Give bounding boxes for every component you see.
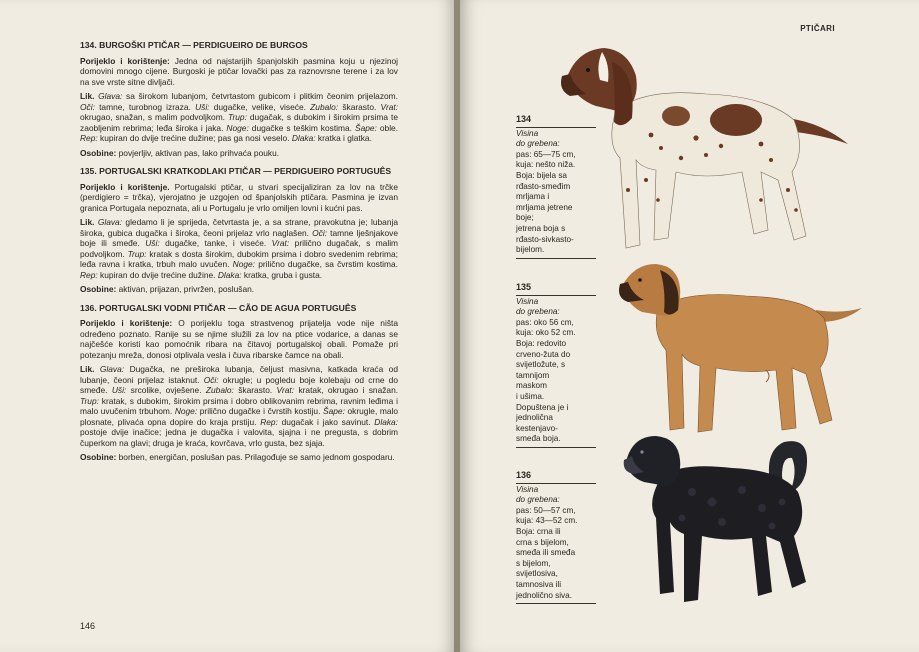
burgos-pointer-figure — [561, 48, 848, 248]
feature-value: dugačke s teškim kostima. — [251, 122, 352, 133]
feature-value: škarasto. — [238, 385, 273, 395]
feature-key: Vrat: — [276, 385, 295, 395]
breed-entry — [80, 40, 398, 158]
feature-key: Trup: — [227, 112, 247, 122]
description-label: Lik. — [80, 217, 95, 227]
feature-key: Vrat: — [380, 101, 399, 112]
burgos-pointer-illustration — [556, 40, 856, 265]
portuguese-pointer-figure — [619, 264, 862, 432]
description-paragraph — [80, 364, 398, 448]
feature-key: Oči: — [80, 101, 95, 112]
feature-value: kratka i glatka. — [317, 133, 372, 143]
origin-text: O porijeklu toga strastvenog prijatelja vode nije ništa određeno poznato. Ranije su se njime služili za lov na ptice vodarice, a danas se najčešće koristi kao pomoćnik ribara na čitavoj portugalskoj obali. Pomaže pri potezanju mreža, donosi otplivala vesla i čuva ribarske čamce na obali. — [80, 318, 398, 360]
breed-entry-title: 136. PORTUGALSKI VODNI PTIČAR — CÃO DE AGUA PORTUGUÊS — [80, 302, 357, 313]
feature-value: oble. — [379, 122, 399, 133]
caption-line: kuja: 43—52 cm. — [516, 516, 578, 526]
caption-line: mrljama jetrene — [516, 202, 573, 212]
origin-paragraph — [80, 56, 398, 88]
portuguese-water-dog-illustration — [622, 432, 842, 607]
traits-text: borben, energičan, poslušan pas. Prilagođuje se samo jednom gospodaru. — [118, 452, 395, 462]
running-head: PTIČARI — [800, 24, 835, 33]
feature-key: Zubalo: — [310, 101, 339, 112]
caption-line: i ušima. — [516, 391, 545, 401]
traits-text: aktivan, prijazan, privržen, poslušan. — [118, 284, 255, 294]
caption-line: s bijelom, — [516, 558, 551, 568]
caption-number: 135 — [516, 282, 532, 292]
feature-value: okrugle, malo plosnate, plivaća opna dopire do kraja prstiju. — [80, 406, 399, 427]
caption-line: do grebena: — [516, 139, 560, 149]
caption-line: tamnosiva ili — [516, 579, 562, 589]
traits-paragraph — [80, 452, 398, 463]
traits-label: Osobine: — [80, 452, 117, 462]
feature-key: Noge: — [226, 122, 249, 133]
feature-value: kratak s dosta širokim, dubokim prsima i dobro svedenim rebrima; leđa ravna i kratka, trbuh malo uvučen. — [80, 248, 398, 269]
caption-line: Dopuštena je i — [516, 402, 569, 412]
feature-value: kupiran do dvije trećine dužine; pas ga nosi veselo. — [100, 133, 290, 143]
breed-entry-title: 135. PORTUGALSKI KRATKODLAKI PTIČAR — PERDIGUEIRO PORTUGUÊS — [80, 166, 392, 176]
feature-key: Glava: — [99, 364, 125, 374]
feature-key: Oči: — [312, 227, 328, 238]
caption-line: kestenjavo- — [516, 423, 558, 433]
caption-line: maskom — [516, 381, 547, 391]
feature-value: kratak, s dubokim, širokim prsima i dobro oblikovanim rebrima, ravnim leđima i malo uvučenim trbuhom. — [80, 395, 398, 416]
feature-key: Trup: — [80, 395, 99, 406]
breed-entry-title: 134. BURGOŠKI PTIČAR — PERDIGUEIRO DE BURGOS — [80, 40, 308, 50]
feature-value: dugačak, s dubokim i širokim prsima te zaobljenim rebrima; leđa široka i jaka. — [80, 112, 398, 133]
caption-line: smeđa boja. — [516, 434, 561, 444]
feature-value: dugačak i jako savinut. — [281, 416, 371, 427]
caption-line: Visina — [516, 484, 539, 494]
feature-key: Dlaka: — [217, 269, 242, 280]
feature-key: Dlaka: — [291, 133, 316, 143]
caption-135 — [516, 282, 596, 448]
description-label: Lik. — [80, 364, 95, 374]
caption-rule — [516, 295, 596, 296]
feature-value: sa širokom lubanjom, četvrtastom gubicom i plitkim čeonim prijelazom. — [126, 91, 398, 101]
traits-paragraph — [80, 148, 398, 159]
portuguese-pointer-illustration — [616, 258, 866, 438]
origin-text: Jedna od najstarijih španjolskih pasmina koju u njezinoj domovini mnogo cijene. Burgoski je ptičar lovački pas za raznovrsne terene i za lov na sve vrste sitne divljači. — [80, 55, 399, 87]
portuguese-water-dog-figure — [624, 436, 807, 602]
feature-value: tamne, turobnog izraza. — [99, 101, 191, 112]
caption-line: crveno-žuta do — [516, 349, 571, 359]
feature-key: Rep: — [260, 416, 278, 427]
caption-line: rđasto-smeđim — [516, 181, 571, 191]
feature-value: prilično dugačke, sa čvrstim kostima. — [258, 259, 399, 269]
traits-label: Osobine: — [80, 284, 117, 294]
caption-line: Boja: redovito — [516, 338, 567, 348]
origin-paragraph — [80, 318, 398, 360]
description-label: Lik. — [80, 91, 95, 101]
caption-line: crna s bijelom, — [516, 537, 569, 547]
caption-line: rđasto-sivkasto- — [516, 234, 574, 244]
left-page — [0, 0, 456, 652]
feature-value: gledamo li je sprijeda, četvrtasta je, a sa strane, pravokutna je; lubanja široka, gubica dugačka i široka, čeoni prijelaz vrlo naglašen. — [80, 217, 399, 238]
origin-paragraph — [80, 182, 398, 214]
caption-line: jednolično siva. — [516, 590, 572, 600]
caption-line: kuja: oko 52 cm. — [516, 328, 576, 338]
caption-line: do grebena: — [516, 307, 560, 317]
feature-key: Šape: — [354, 122, 377, 133]
caption-line: Visina — [516, 296, 539, 306]
feature-key: Dlaka: — [374, 416, 399, 427]
origin-label: Porijeklo i korištenje: — [80, 55, 170, 66]
caption-line: pas: 65—75 cm, — [516, 149, 576, 159]
breed-entry — [80, 303, 398, 463]
caption-rule-end — [516, 603, 596, 604]
caption-line: Boja: bijela sa — [516, 170, 567, 180]
feature-key: Glava: — [98, 91, 123, 101]
breed-text-column — [80, 40, 398, 471]
feature-key: Noge: — [174, 406, 198, 416]
origin-text: Portugalski ptičar, u stvari specijaliziran za lov na trčke (perdigiero = trčka), vjerojatno je uzgojen od španjolskih ptičara. Pasmina je izvan granica Portugala nepoznata, ali u Portugalu je vrlo omiljen lovni i kućni pas. — [80, 181, 399, 213]
feature-key: Uši: — [111, 385, 127, 395]
feature-value: prilično dugačak, s malim podvoljkom. — [80, 238, 399, 259]
feature-value: tamne lješnjakove boje ili smeđe. — [80, 227, 398, 248]
feature-key: Vrat: — [271, 238, 290, 248]
caption-line: svijetlosiva, — [516, 569, 558, 579]
description-paragraph — [80, 217, 398, 280]
feature-value: postoje dvije inačice; jedna je dugačka i valovita, sjajna i ne pregusta, s dobrim čuperkom na glavi; druga je kraća, kovrčava, vrlo gusta, bez sjaja. — [80, 427, 398, 448]
breed-entry — [80, 166, 398, 295]
caption-number: 136 — [516, 470, 532, 480]
feature-key: Trup: — [127, 248, 147, 259]
caption-line: smeđa ili smeđa — [516, 548, 576, 558]
caption-line: mrljama i — [516, 192, 550, 202]
feature-key: Uši: — [195, 101, 210, 112]
caption-number: 134 — [516, 114, 532, 124]
feature-value: okrugao, snažan, s malim podvoljkom. — [80, 112, 225, 122]
feature-value: kratka, gruba i gusta. — [243, 269, 323, 280]
feature-value: Dugačka, ne preširoka lubanja, čeljust masivna, katkada kraća od lubanje, čeoni prijelaz istaknut. — [80, 364, 398, 385]
description-paragraph — [80, 91, 398, 144]
feature-key: Oči: — [203, 374, 219, 385]
caption-line: jednolična — [516, 413, 553, 423]
caption-line: Boja: crna ili — [516, 526, 561, 536]
feature-key: Noge: — [232, 259, 256, 269]
feature-key: Glava: — [97, 217, 123, 227]
feature-value: srcolike, ovješene. — [130, 385, 202, 395]
feature-key: Uši: — [145, 238, 160, 248]
caption-line: do grebena: — [516, 495, 560, 505]
feature-value: kupiran do dvije trećine dužine. — [100, 269, 216, 280]
page-number: 146 — [80, 621, 96, 631]
feature-key: Rep: — [80, 133, 98, 143]
caption-line: kuja: nešto niža. — [516, 160, 576, 170]
feature-key: Šape: — [323, 406, 345, 416]
feature-value: dugačke, tanke, i viseće. — [165, 238, 267, 248]
origin-label: Porijeklo i korištenje. — [80, 181, 170, 192]
feature-value: dugačke, velike, viseće. — [213, 101, 306, 112]
caption-line: tamnijom — [516, 370, 550, 380]
caption-line: bijelom. — [516, 245, 545, 255]
feature-value: kratak, okrugao i snažan. — [298, 385, 399, 395]
feature-key: Zubalo: — [205, 385, 234, 395]
traits-paragraph — [80, 284, 398, 295]
origin-label: Porijeklo i korištenje: — [80, 318, 173, 328]
caption-rule — [516, 483, 596, 484]
feature-value: okrugle; u pogledu boje kolebaju od crne do smeđe. — [80, 374, 398, 395]
caption-line: jetrena boja s — [516, 223, 566, 233]
feature-value: prilično dugačke i čvrstih kostiju. — [199, 406, 321, 416]
caption-136 — [516, 470, 596, 604]
caption-line: boje; — [516, 213, 534, 223]
traits-label: Osobine: — [80, 147, 117, 158]
caption-line: pas: 50—57 cm, — [516, 505, 576, 515]
caption-line: pas: oko 56 cm, — [516, 317, 574, 327]
feature-value: škarasto. — [342, 101, 377, 112]
caption-line: Visina — [516, 128, 539, 138]
caption-rule-end — [516, 447, 596, 448]
traits-text: povjerljiv, aktivan pas, lako prihvaća pouku. — [118, 147, 280, 158]
caption-line: svijetložute, s — [516, 360, 566, 370]
feature-key: Rep: — [80, 269, 98, 280]
